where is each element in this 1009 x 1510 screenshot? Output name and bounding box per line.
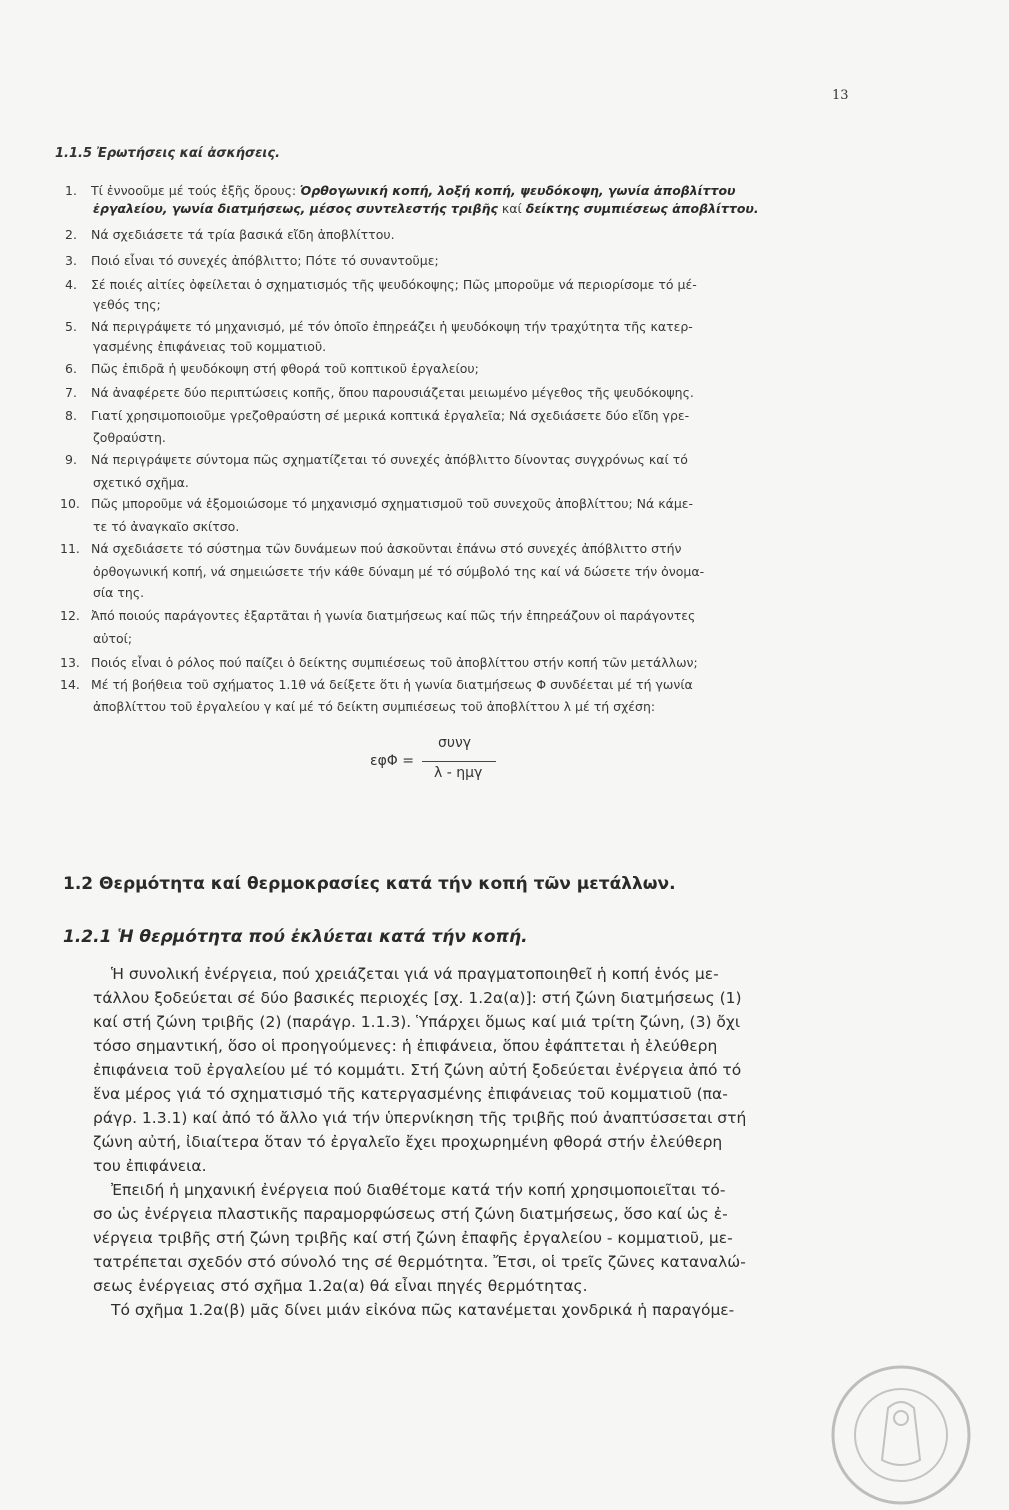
question-line: ἐργαλείου, γωνία διατμήσεως, μέσος συντελεστής τριβῆς καί δείκτης συμπιέσεως ἀποβλίττου. [93, 201, 759, 216]
formula-fraction-bar [422, 761, 496, 762]
question-number: 8. [65, 408, 77, 423]
question-line: γεθός της; [93, 297, 161, 312]
question-number: 2. [65, 227, 77, 242]
paragraph-line: ἕνα μέρος γιά τό σχηματισμό τῆς κατεργασμένης ἐπιφάνειας τοῦ κομματιοῦ (πα- [93, 1085, 728, 1103]
question-terms-bold: Ὀρθογωνική κοπή, λοξή κοπή, ψευδόκοψη, γωνία ἀποβλίττου [300, 183, 736, 198]
paragraph-line: νέργεια τριβῆς στή ζώνη τριβῆς καί στή ζώνη ἐπαφῆς ἐργαλείου - κομματιοῦ, με- [93, 1229, 733, 1247]
paragraph-line: ράγρ. 1.3.1) καί ἀπό τό ἄλλο γιά τήν ὑπερνίκηση τῆς τριβῆς πού ἀναπτύσσεται στή [93, 1109, 747, 1127]
paragraph-line: τατρέπεται σχεδόν στό σύνολό της σέ θερμότητα. Ἔτσι, οἱ τρεῖς ζῶνες καταναλώ- [93, 1253, 746, 1271]
question-number: 1. [65, 183, 77, 198]
question-line: Γιατί χρησιμοποιοῦμε γρεζοθραύστη σέ μερικά κοπτικά ἐργαλεῖα; Νά σχεδιάσετε δύο εἴδη γρε- [91, 408, 690, 423]
formula-lhs: εφΦ = [370, 753, 415, 769]
question-line: Τί ἐννοοῦμε μέ τούς ἑξῆς ὅρους: Ὀρθογωνική κοπή, λοξή κοπή, ψευδόκοψη, γωνία ἀποβλίττου [91, 183, 736, 198]
paragraph-line: Τό σχῆμα 1.2α(β) μᾶς δίνει μιάν εἰκόνα πῶς κατανέμεται χονδρικά ἡ παραγόμε- [111, 1301, 735, 1319]
paragraph-line: Ἐπειδή ἡ μηχανική ἐνέργεια πού διαθέτομε κατά τήν κοπή χρησιμοποιεῖται τό- [111, 1181, 726, 1199]
page-number: 13 [832, 88, 849, 103]
question-line: Νά ἀναφέρετε δύο περιπτώσεις κοπῆς, ὅπου παρουσιάζεται μειωμένο μέγεθος τῆς ψευδόκοψης. [91, 385, 694, 400]
paragraph-line: Ἡ συνολική ἐνέργεια, πού χρειάζεται γιά νά πραγματοποιηθεῖ ἡ κοπή ἑνός με- [111, 965, 719, 983]
question-line: Νά περιγράψετε τό μηχανισμό, μέ τόν ὁποῖο ἐπηρεάζει ἡ ψευδόκοψη τήν τραχύτητα τῆς κατερ- [91, 319, 693, 334]
question-terms-bold: δείκτης συμπιέσεως ἀποβλίττου. [525, 201, 759, 216]
formula-numerator: συνγ [438, 735, 472, 751]
section-heading: 1.2 Θερμότητα καί θερμοκρασίες κατά τήν κοπή τῶν μετάλλων. [63, 874, 676, 894]
formula-tan-phi [370, 735, 540, 795]
question-number: 4. [65, 277, 77, 292]
question-line: ζοθραύστη. [93, 430, 166, 445]
section-title: 1.1.5 Ἐρωτήσεις καί ἀσκήσεις. [55, 146, 281, 161]
question-number: 6. [65, 361, 77, 376]
question-number: 12. [60, 608, 80, 623]
question-line: Πῶς ἐπιδρᾶ ἡ ψευδόκοψη στή φθορά τοῦ κοπτικοῦ ἐργαλείου; [91, 361, 479, 376]
paragraph-line: σο ὡς ἐνέργεια πλαστικῆς παραμορφώσεως στή ζώνη διατμήσεως, ὅσο καί ὡς ἐ- [93, 1205, 728, 1223]
question-line: Ἀπό ποιούς παράγοντες ἐξαρτᾶται ἡ γωνία διατμήσεως καί πῶς τήν ἐπηρεάζουν οἱ παράγοντες [91, 608, 696, 623]
question-line: Νά σχεδιάσετε τό σύστημα τῶν δυνάμεων πού ἀσκοῦνται ἐπάνω στό συνεχές ἀπόβλιττο στήν [91, 541, 682, 556]
paragraph-line: καί στή ζώνη τριβῆς (2) (παράγρ. 1.1.3). Ὑπάρχει ὅμως καί μιά τρίτη ζώνη, (3) ὄχι [93, 1013, 741, 1031]
question-number: 14. [60, 677, 80, 692]
paragraph-line: ζώνη αὐτή, ἰδιαίτερα ὅταν τό ἐργαλεῖο ἔχει προχωρημένη φθορά στήν ἐλεύθερη [93, 1133, 723, 1151]
question-line: Ποιό εἶναι τό συνεχές ἀπόβλιττο; Πότε τό συναντοῦμε; [91, 253, 439, 268]
question-line: σχετικό σχῆμα. [93, 475, 189, 490]
question-line: σία της. [93, 585, 145, 600]
formula-denominator: λ - ημγ [434, 765, 483, 781]
paragraph-line: ἐπιφάνεια τοῦ ἐργαλείου μέ τό κομμάτι. Στή ζώνη αὐτή ξοδεύεται ἐνέργεια ἀπό τό [93, 1061, 742, 1079]
question-line: Σέ ποιές αἰτίες ὀφείλεται ὁ σχηματισμός τῆς ψευδόκοψης; Πῶς μποροῦμε νά περιορίσομε τό μέ- [91, 277, 697, 292]
question-number: 11. [60, 541, 80, 556]
question-number: 10. [60, 496, 80, 511]
library-stamp [826, 1360, 976, 1510]
subsection-heading: 1.2.1 Ἡ θερμότητα πού ἐκλύεται κατά τήν κοπή. [63, 927, 528, 947]
question-line: Νά περιγράψετε σύντομα πῶς σχηματίζεται τό συνεχές ἀπόβλιττο δίνοντας συγχρόνως καί τό [91, 452, 688, 467]
question-number: 5. [65, 319, 77, 334]
question-line: Πῶς μποροῦμε νά ἐξομοιώσομε τό μηχανισμό σχηματισμοῦ τοῦ συνεχοῦς ἀποβλίττου; Νά κάμε- [91, 496, 694, 511]
body-paragraph [93, 962, 883, 1322]
question-line: γασμένης ἐπιφάνειας τοῦ κομματιοῦ. [93, 339, 327, 354]
question-line: ὀρθογωνική κοπή, νά σημειώσετε τήν κάθε δύναμη μέ τό σύμβολό της καί νά δώσετε τήν ὀνομα- [93, 564, 705, 579]
question-line: τε τό ἀναγκαῖο σκίτσο. [93, 519, 240, 534]
question-number: 9. [65, 452, 77, 467]
paragraph-line: τάλλου ξοδεύεται σέ δύο βασικές περιοχές [σχ. 1.2α(α)]: στή ζώνη διατμήσεως (1) [93, 989, 742, 1007]
question-line: Νά σχεδιάσετε τά τρία βασικά εἴδη ἀποβλίττου. [91, 227, 395, 242]
question-line: ἀποβλίττου τοῦ ἐργαλείου γ καί μέ τό δείκτη συμπιέσεως τοῦ ἀποβλίττου λ μέ τή σχέση: [93, 699, 656, 714]
paragraph-line: του ἐπιφάνεια. [93, 1157, 207, 1175]
question-number: 3. [65, 253, 77, 268]
question-terms-bold: ἐργαλείου, γωνία διατμήσεως, μέσος συντελεστής τριβῆς [93, 201, 498, 216]
paragraph-line: σεως ἐνέργειας στό σχῆμα 1.2α(α) θά εἶναι πηγές θερμότητας. [93, 1277, 588, 1295]
question-line: Ποιός εἶναι ὁ ρόλος πού παίζει ὁ δείκτης συμπιέσεως τοῦ ἀποβλίττου στήν κοπή τῶν μετάλλων; [91, 655, 698, 670]
question-line: Μέ τή βοήθεια τοῦ σχήματος 1.1θ νά δείξετε ὅτι ἡ γωνία διατμήσεως Φ συνδέεται μέ τή γωνία [91, 677, 693, 692]
question-number: 13. [60, 655, 80, 670]
paragraph-line: τόσο σημαντική, ὅσο οἱ προηγούμενες: ἡ ἐπιφάνεια, ὅπου ἐφάπτεται ἡ ἐλεύθερη [93, 1037, 718, 1055]
question-line: αὐτοί; [93, 631, 133, 646]
question-number: 7. [65, 385, 77, 400]
